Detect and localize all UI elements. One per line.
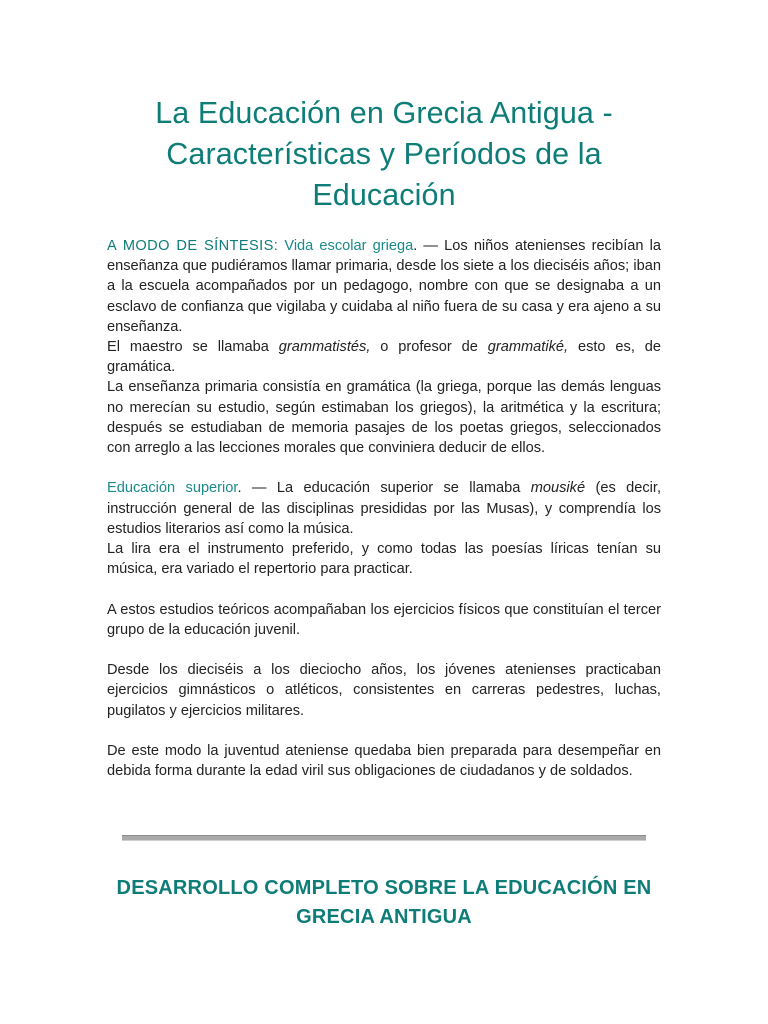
paragraph-text: El maestro se llamaba [107, 339, 279, 356]
paragraph-text: . — La educación superior se llamaba [237, 480, 531, 497]
link-vida-escolar-griega[interactable]: Vida escolar griega [284, 238, 414, 254]
page-title: La Educación en Grecia Antigua - Características y Períodos de la Educación [155, 96, 613, 212]
term-mousike: mousiké [530, 480, 586, 497]
paragraph-maestro [107, 337, 661, 377]
paragraph-edades: Desde los dieciséis a los dieciocho años, los jóvenes atenienses practicaban ejercicios gimnásticos o atléticos, consistentes en carreras pedestres, luchas, pugilatos y ejercicios militares. [107, 662, 661, 719]
spacer [107, 721, 661, 741]
paragraph-synthesis [107, 236, 661, 337]
paragraph-educacion-superior [107, 478, 661, 539]
link-educacion-superior[interactable]: Educación superior [107, 480, 238, 497]
spacer [107, 579, 661, 599]
term-grammatike: grammatiké, [487, 339, 569, 356]
paragraph-lira: La lira era el instrumento preferido, y como todas las poesías líricas tenían su música, era variado el repertorio para practicar. [107, 541, 661, 578]
spacer [107, 458, 661, 478]
spacer [107, 640, 661, 660]
term-grammatistes: grammatistés, [278, 339, 371, 356]
article-body [107, 236, 661, 781]
paragraph-text: esto es, de gramática. [107, 339, 661, 376]
section-subtitle: DESARROLLO COMPLETO SOBRE LA EDUCACIÓN EN GRECIA ANTIGUA [116, 877, 652, 928]
paragraph-text: . — Los niños atenienses recibían la enseñanza que pudiéramos llamar primaria, desde los siete a los dieciséis años; iban a la escuela acompañados por un pedagogo, nombre con que se designaba a un esclavo de confianza que vigilaba y cuidaba al niño fuera de su casa y era ajeno a su enseñanza. [107, 238, 662, 335]
paragraph-ejercicios: A estos estudios teóricos acompañaban los ejercicios físicos que constituían el tercer grupo de la educación juvenil. [107, 601, 661, 638]
paragraph-text: o profesor de [370, 339, 488, 356]
paragraph-ensenanza-primaria: La enseñanza primaria consistía en gramática (la griega, porque las demás lenguas no merecían su estudio, según estimaban los griegos), la aritmética y la escritura; después se estudiaban de memoria pasajes de los poetas griegos, seleccionados con arreglo a las lecciones morales que conviniera deducir de ellos. [107, 379, 661, 457]
paragraph-conclusion: De este modo la juventud ateniense quedaba bien preparada para desempeñar en debida forma durante la edad viril sus obligaciones de ciudadanos y de soldados. [107, 743, 661, 780]
section-divider [122, 835, 646, 841]
paragraph-text: (es decir, instrucción general de las disciplinas presididas por las Musas), y comprendía los estudios literarios así como la música. [107, 480, 662, 537]
section-label: A MODO DE SÍNTESIS: [107, 238, 279, 254]
